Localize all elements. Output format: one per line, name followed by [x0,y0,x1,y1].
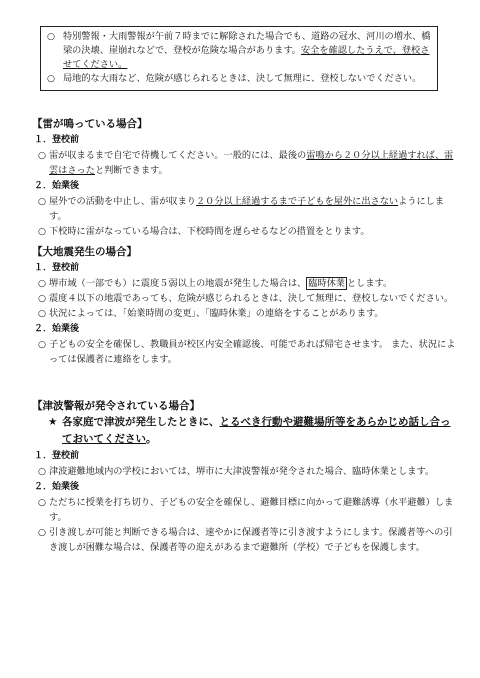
thunder-section [30,116,460,239]
bullet-circle: ○ [38,339,47,350]
intro-notice-box [40,26,438,91]
bullet-circle: ○ [38,308,47,319]
temporary-closure-label: 臨時休業 [308,278,345,289]
earthquake-after-item: ○ 子どもの安全を確保し、教職員が校区内安全確認後、可能であれば帰宅させます。 また、状況によっては保護者に連絡をします。 [38,339,456,365]
tsunami-before-item: ○ 津波避難地域内の学校においては、堺市に大津波警報が発令された場合、臨時休業とします。 [38,466,435,477]
star-icon: ★ [48,416,58,428]
tsunami-family-notice: ★ 各家庭で津波が発生したときに、とるべき行動や避難場所等をあらかじめ話し合っておいてください。 [48,414,460,448]
thunder-before-emphasis: 雷鳴から２０分以上経過すれば、雷雲はさった [49,150,454,176]
earthquake-item-2: ○ 震度４以下の地震であっても、危険が感じられるときは、決して無理に、登校しないでください。 [38,293,454,304]
earthquake-item-1: ○ 堺市域（一部でも）に震度５弱以上の地震が発生した場合は、 臨時休業 とします。 [38,278,393,289]
bullet-circle: ○ [47,73,56,84]
earthquake-before-heading: １．登校前 [34,263,80,273]
tsunami-after-item-2: ○ 引き渡しが可能と判断できる場合は、速やかに保護者等に引き渡すようにします。保護者等への引き渡しが困難な場合は、保護者等の迎えがあるまで避難所（学校）で子どもを保護します。 [38,527,453,553]
intro-item-warning-lifted [47,30,431,72]
bullet-circle: ○ [47,31,56,42]
thunder-title: 【雷が鳴っている場合】 [32,118,148,130]
tsunami-section [30,398,460,555]
tsunami-after-item-1: ○ ただちに授業を打ち切り、子どもの安全を確保し、避難目標に向かって避難誘導（水平避難）します。 [38,497,454,523]
bullet-circle: ○ [38,226,47,237]
tsunami-title: 【津波警報が発令されている場合】 [32,400,200,412]
intro-item1-text: 特別警報・大雨警報が午前７時までに解除された場合でも、道路の冠水、河川の増水、橋梁の決壊、崖崩れなどで、登校が危険な場合があります。 [63,31,431,56]
earthquake-after-heading: ２．始業後 [34,324,80,334]
bullet-circle: ○ [38,196,47,207]
earthquake-title: 【大地震発生の場合】 [32,246,137,258]
thunder-before-heading: １．登校前 [34,135,80,145]
earthquake-section [30,244,460,367]
bullet-circle: ○ [38,527,47,538]
tsunami-after-heading: ２．始業後 [34,482,80,492]
earthquake-item-3: ○ 状況によっては、「始業時間の変更」、「臨時休業」の連絡をすることがあります。 [38,308,384,319]
bullet-circle: ○ [38,150,47,161]
thunder-after-heading: ２．始業後 [34,181,80,191]
tsunami-before-heading: １．登校前 [34,451,80,461]
intro-item1-emphasis: 安全を確認したうえで、登校させてください。 [63,45,430,70]
bullet-circle: ○ [38,293,47,304]
bullet-circle: ○ [38,466,47,477]
bullet-circle: ○ [38,278,47,289]
thunder-after-emphasis: ２０分以上経過するまで子どもを屋外に出さない [196,196,399,207]
intro-item-local-rain [47,72,431,86]
thunder-after-item-2: ○ 下校時に雷がなっている場合は、下校時間を遅らせるなどの措置をとります。 [38,226,370,237]
tsunami-notice-emphasis: とるべき行動や避難場所等をあらかじめ話し合っておいてください [62,416,451,445]
thunder-after-item-1: ○ 屋外での活動を中止し、雷が収まり２０分以上経過するまで子どもを屋外に出さないようにします。 [38,196,445,222]
bullet-circle: ○ [38,497,47,508]
thunder-before-item: ○ 雷が収まるまで自宅で待機してください。一般的には、最後の雷鳴から２０分以上経過すれば、雷雲はさったと判断できます。 [38,150,454,176]
intro-item2-text: 局地的な大雨など、危険が感じられるときは、決して無理に、登校しないでください。 [63,73,422,84]
